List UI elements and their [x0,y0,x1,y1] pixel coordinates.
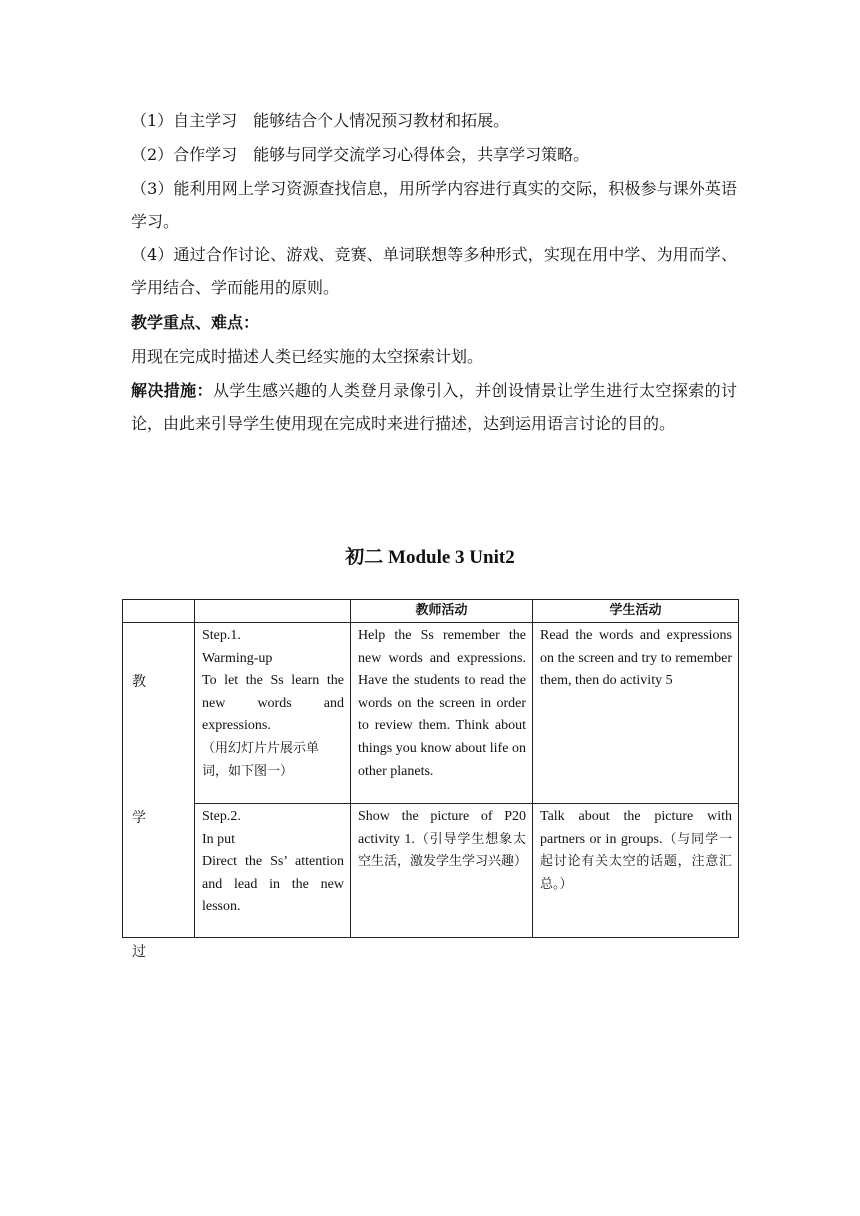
step-cell [195,623,351,804]
step-description: Direct the Ss’ attention and lead in the new lesson. [202,854,344,915]
table-row [123,804,739,938]
key-points-text: 用现在完成时描述人类已经实施的太空探索计划。 [131,347,484,366]
stage-cell [123,623,195,960]
teacher-activity-en: Show the picture of P20 activity 1. [358,809,526,847]
teacher-activity-cell [351,804,533,938]
teacher-activity-cn: （引导学生想象太空生活，激发学生学习兴趣） [358,831,528,870]
key-points-heading: 教学重点、难点： [131,313,260,332]
step-note: （用幻灯片片展示单词，如下图一） [202,740,320,779]
solution-paragraph [131,374,737,440]
objective-2: （2）合作学习 能够与同学交流学习心得体会，共享学习策略。 [131,145,590,164]
header-blank-2 [195,600,351,623]
stage-char-1: 教 [132,674,146,690]
table-header-row [123,600,739,623]
objective-3: （3）能利用网上学习资源查找信息，用所学内容进行真实的交际，积极参与课外英语学习。 [131,179,737,231]
step-name: Warming-up [202,650,273,666]
step-number: Step.1. [202,628,241,643]
solution-text: 从学生感兴趣的人类登月录像引入，并创设情景让学生进行太空探索的讨论，由此来引导学生使用现在完成时来进行描述，达到运用语言讨论的目的。 [131,381,737,433]
objective-1: （1）自主学习 能够结合个人情况预习教材和拓展。 [131,111,510,130]
solution-label: 解决措施： [131,381,213,400]
header-blank-1 [123,600,195,623]
step-description: To let the Ss learn the new words and expressions. [202,673,344,734]
objective-4: （4）通过合作讨论、游戏、竞赛、单词联想等多种形式，实现在用中学、为用而学、学用结合、学而能用的原则。 [131,245,737,297]
step-cell [195,804,351,938]
header-teacher-activity: 教师活动 [351,600,533,623]
stage-char-2: 学 [132,810,146,826]
student-activity-cell: Read the words and expressions on the screen and try to remember them, then do activity 5 [533,623,739,804]
table-row [123,623,739,804]
step-number: Step.2. [202,809,241,824]
teacher-activity-cell: Help the Ss remember the new words and expressions. Have the students to read the words on the screen in order to review them. Think about things you know about life on other planets. [351,623,533,804]
header-student-activity: 学生活动 [533,600,739,623]
student-activity-en: Talk about the picture with partners or in groups. [540,809,732,847]
student-activity-cell [533,804,739,938]
stage-char-3: 过 [132,944,146,960]
step-name: In put [202,831,236,847]
student-activity-cn: （与同学一起讨论有关太空的话题，注意汇总。） [540,831,732,892]
lesson-plan-table [122,599,739,960]
lesson-title: 初二 Module 3 Unit2 [345,547,515,568]
